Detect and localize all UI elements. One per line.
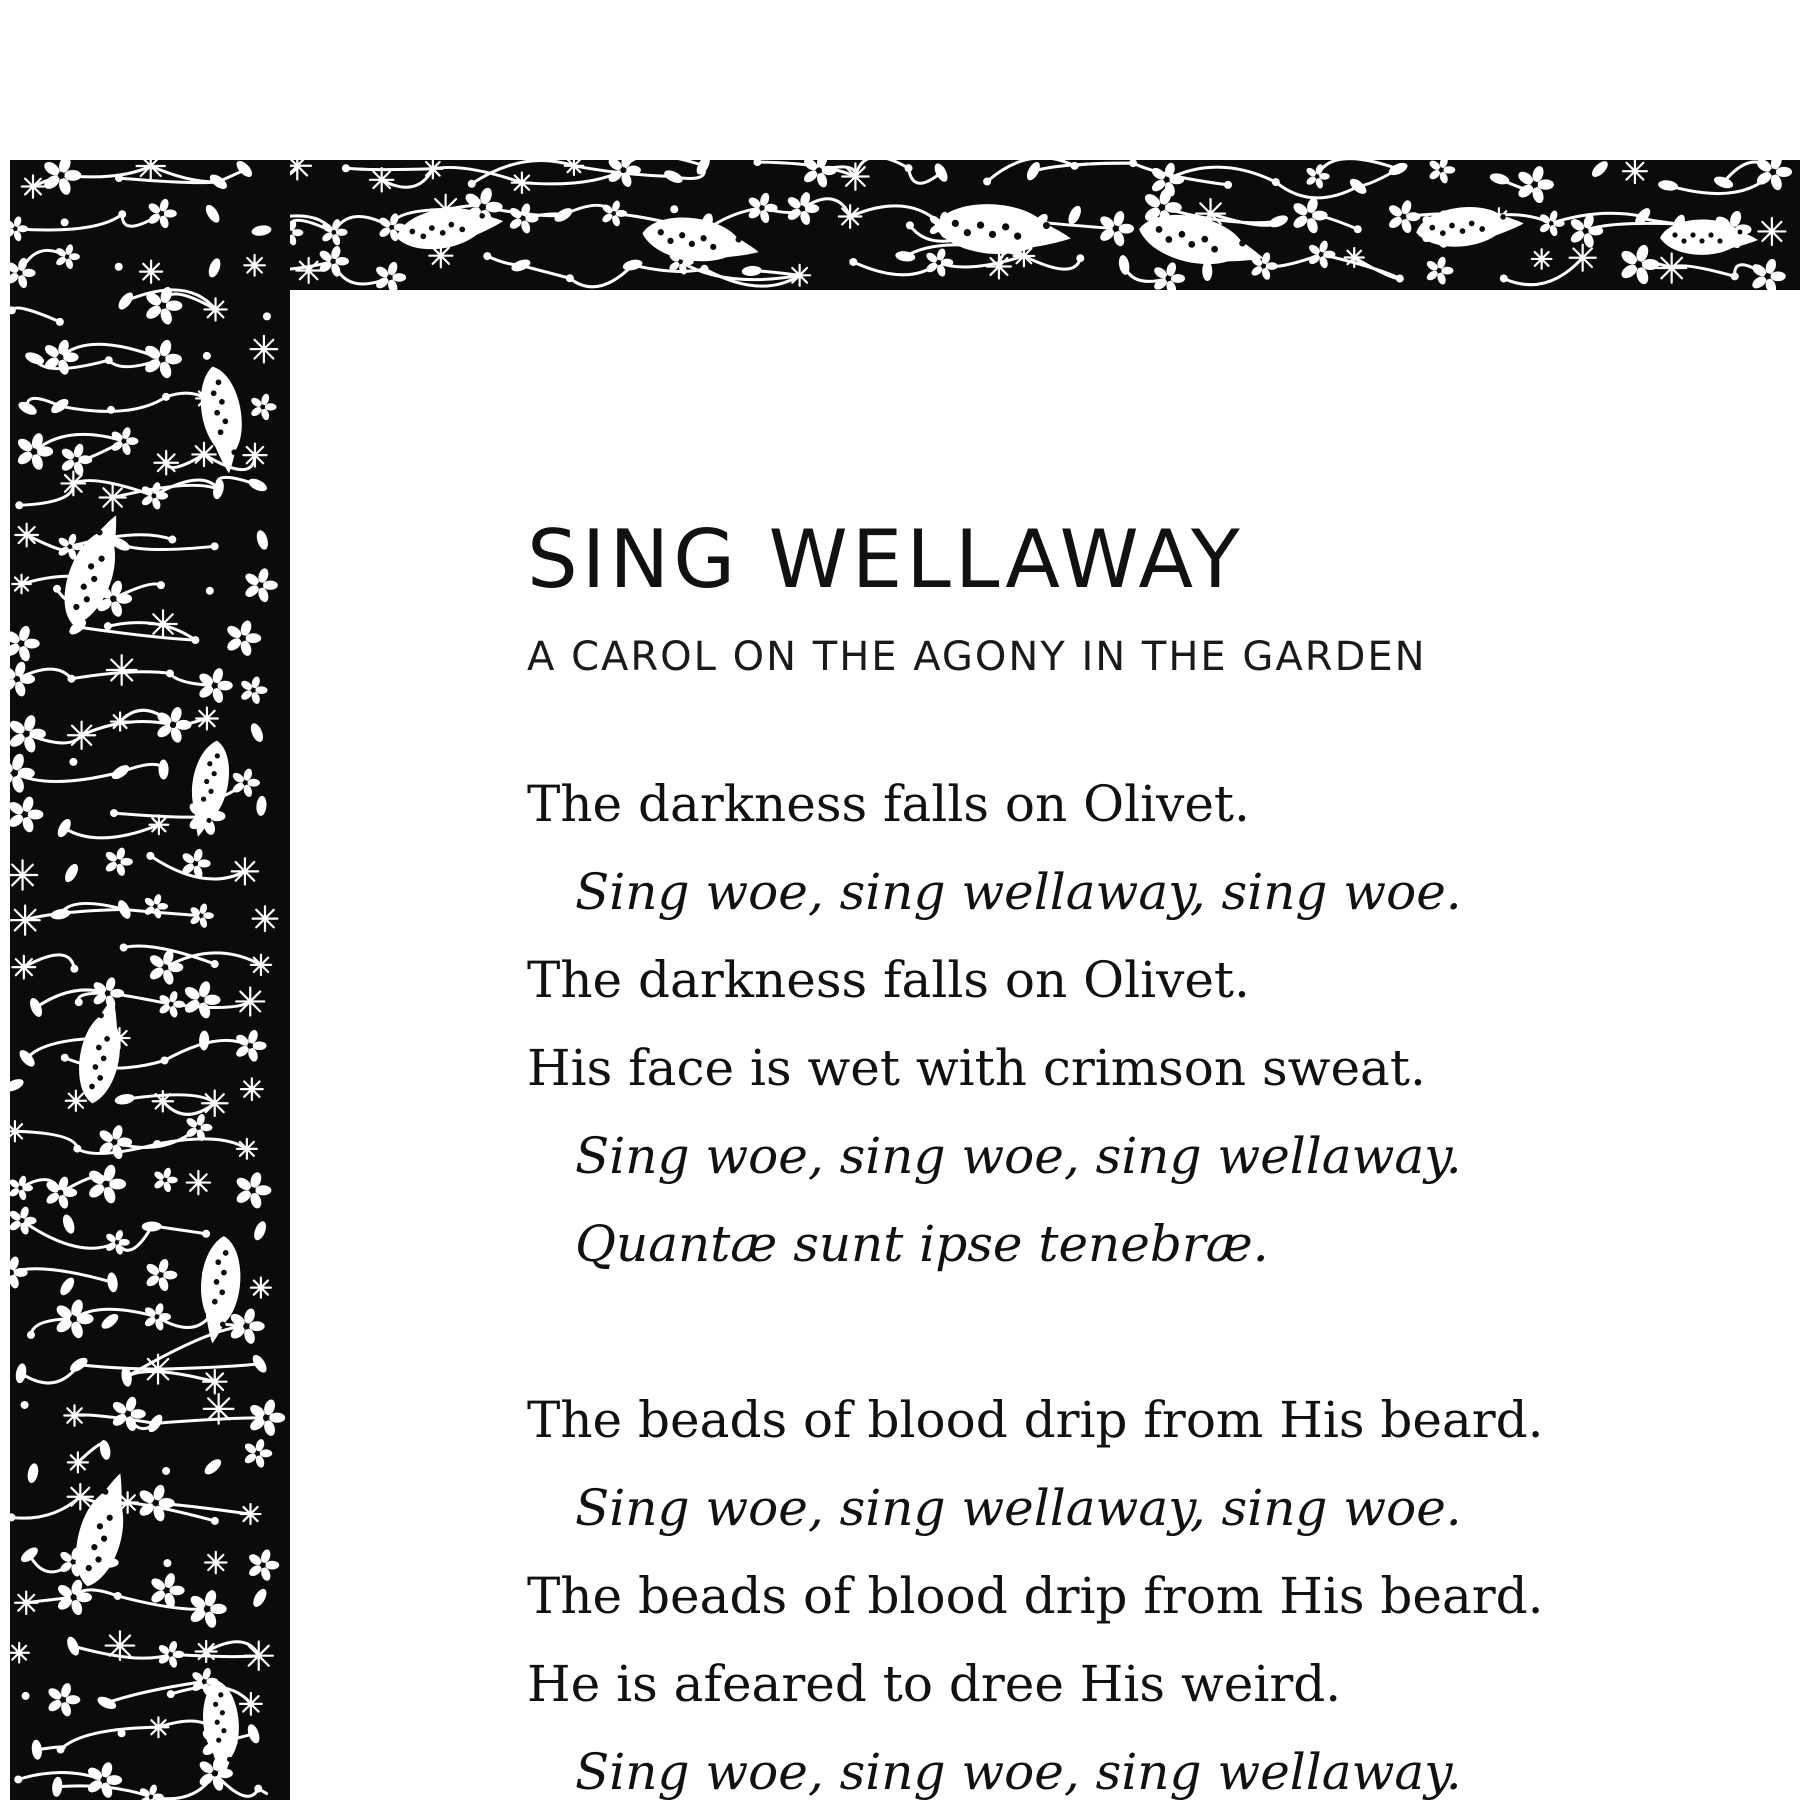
refrain-line: Sing woe, sing wellaway, sing woe. (575, 863, 1462, 921)
floral-animal-pattern-icon (10, 160, 290, 1800)
verse-line: The beads of blood drip from His beard. (527, 1391, 1544, 1449)
verse-line: He is afeared to dree His weird. (527, 1655, 1342, 1713)
stanza-2 (527, 1376, 1727, 1800)
poem-body (527, 510, 1727, 1800)
poem-subtitle: A CAROL ON THE AGONY IN THE GARDEN (527, 634, 1427, 680)
woodcut-border-left (10, 160, 290, 1800)
refrain-line: Quantæ sunt ipse tenebræ. (575, 1215, 1269, 1273)
stanza-1 (527, 760, 1727, 1288)
refrain-line: Sing woe, sing wellaway, sing woe. (575, 1479, 1462, 1537)
verse-line: His face is wet with crimson sweat. (527, 1039, 1426, 1097)
verse-line: The darkness falls on Olivet. (527, 951, 1250, 1009)
verse-line: The darkness falls on Olivet. (527, 775, 1250, 833)
poem-title: SING WELLAWAY (527, 513, 1244, 606)
refrain-line: Sing woe, sing woe, sing wellaway. (575, 1127, 1462, 1185)
verse-line: The beads of blood drip from His beard. (527, 1567, 1544, 1625)
refrain-line: Sing woe, sing woe, sing wellaway. (575, 1743, 1462, 1800)
